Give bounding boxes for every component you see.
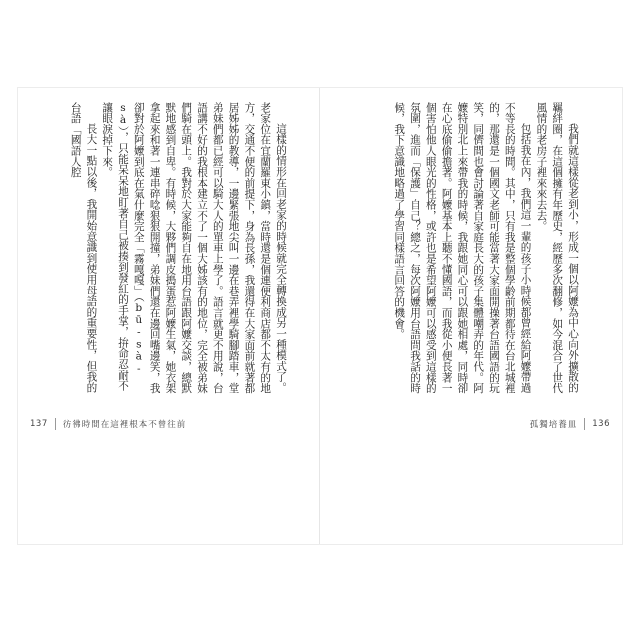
left-page — [18, 88, 320, 544]
left-page-body — [52, 102, 288, 400]
book-spread — [18, 88, 622, 544]
right-paragraph-2: 包括我在內，我們這一輩的孩子小時候都曾經給阿嬤帶過不等長的時間。其中，只有我是整個學齡前期都待在台北城裡的，那還是一個國文老師可能當著大家面開操著台語國語的玩笑，同儕間也會討論著自家庭長大的孩子集體嘲弄的年代。阿嬤特別北上來帶我的時候，我跟她同心可以跟她相處，同時卻在心底偷偷擔著。阿嬤基本上聽不懂國語，而我從小便長著一個害怕他人眼光的性格，或許也是希望阿嬤可以感受到這樣的氛圍，進而「保護」自己？總之，每次阿嬤用台語問我話的時候，我下意識地略過了學習同樣語言回答的機會。 — [393, 102, 532, 394]
right-page — [320, 88, 622, 544]
folio-divider — [55, 418, 56, 430]
right-page-body — [340, 102, 580, 400]
right-paragraph-1: 我們就這樣從老到小，形成一個以阿嬤為中心向外擴散的羈絆圈，在這個擁有年歷史，經歷多次翻修，如今混合了世代風情的老房子裡來來去去。 — [535, 102, 579, 394]
left-paragraph-2: 長大一點以後，我開始意識到使用母語的重要性，但我的台語「國語人腔 — [69, 102, 98, 394]
right-page-number: 136 — [592, 419, 610, 429]
left-page-number: 137 — [30, 419, 48, 429]
folio-divider — [584, 418, 585, 430]
left-folio — [30, 418, 186, 430]
right-folio — [530, 418, 610, 430]
left-running-title: 彷彿時間在這裡根本不曾往前 — [62, 420, 187, 430]
right-running-title: 孤獨培養皿 — [529, 420, 578, 430]
left-paragraph-1: 這樣的情形在回老家的時候就完全轉換成另一種模式了。老家位在宜蘭羅東小鎮，當時還是個連便利商店都不太有的地方，交通不便的前提下，身為長孫，我還得在大家面前就著都居姊姊的教導，一邊緊張地尖叫一邊在巷弄裡學騎腳踏車，堂弟妹們都已經可以騎大人的單車上學了。語言就更不用說，台語講不好的我根本建立不了一個大姊該有的地位，完全被弟妹們騎在頭上。我對於大家能夠自在地用台語跟阿嬤交談，總默默地感到自卑。有時候，大夥們調皮搗蛋惹阿嬤生氣，她衣架拿起來和著一連串碎唸狠狠開撞，弟妹們還在邊回嘴邊笑，我卻對於阿嬤到底在氣什麼完全「霧嘎嘎」（bū-sà-sà），只能呆呆地盯著自己被揍到發紅的手掌，拚命忍耐不讓眼淚掉下來。 — [101, 102, 287, 394]
